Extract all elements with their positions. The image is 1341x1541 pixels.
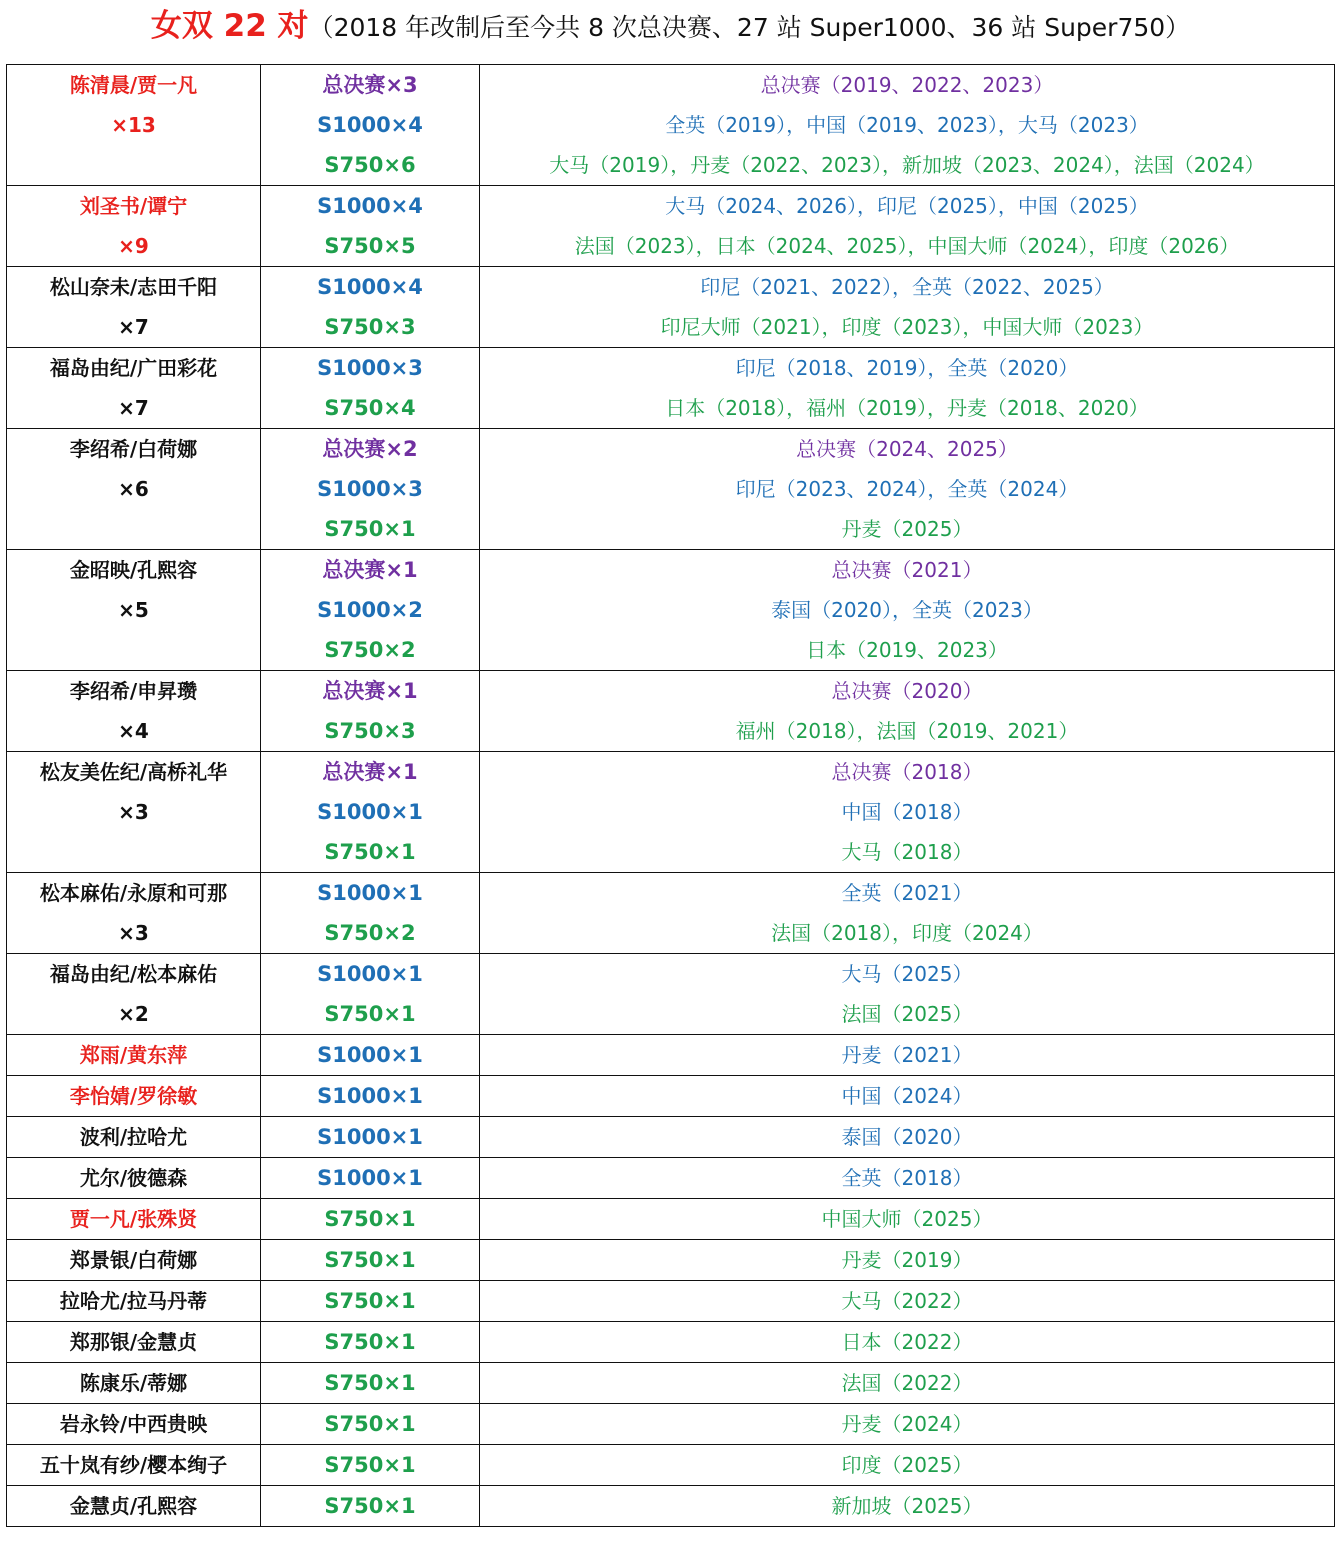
category-cell (261, 1281, 480, 1322)
page-title (0, 0, 1341, 58)
pair-cell (7, 1322, 261, 1363)
table-row (7, 1035, 1335, 1076)
category-count: S1000×3 (317, 477, 423, 501)
pair-cell (7, 550, 261, 671)
category-cell (261, 1240, 480, 1281)
pair-name: 岩永铃/中西贵映 (59, 1412, 208, 1436)
pair-total: ×7 (118, 396, 149, 420)
category-cell (261, 1117, 480, 1158)
pair-total: ×5 (118, 598, 149, 622)
events-cell (480, 1281, 1335, 1322)
table-row (7, 1404, 1335, 1445)
category-cell (261, 1486, 480, 1527)
events-cell (480, 267, 1335, 348)
category-count: S750×3 (324, 315, 416, 339)
events-cell (480, 429, 1335, 550)
category-count: S1000×1 (317, 1084, 423, 1108)
event-list: 法国（2023），日本（2024、2025），中国大师（2024），印度（2026） (574, 234, 1240, 258)
pair-name: 郑雨/黄东萍 (79, 1043, 188, 1067)
category-count: S750×1 (324, 1371, 416, 1395)
events-cell (480, 348, 1335, 429)
category-count: S750×2 (324, 638, 416, 662)
pair-name: 尤尔/彼德森 (79, 1166, 188, 1190)
category-count: 总决赛×1 (322, 558, 418, 582)
category-count: 总决赛×2 (322, 437, 418, 461)
category-count: S1000×3 (317, 356, 423, 380)
events-cell (480, 873, 1335, 954)
pair-total: ×3 (118, 800, 149, 824)
category-count: S1000×4 (317, 113, 423, 137)
pair-cell (7, 1076, 261, 1117)
empty-line (7, 832, 260, 872)
category-cell (261, 1404, 480, 1445)
empty-line (7, 630, 260, 670)
category-count: S1000×1 (317, 962, 423, 986)
events-cell (480, 1158, 1335, 1199)
pair-name: 金昭映/孔熙容 (69, 558, 198, 582)
event-list: 日本（2018），福州（2019），丹麦（2018、2020） (665, 396, 1149, 420)
event-list: 法国（2022） (841, 1371, 973, 1395)
championship-table (6, 64, 1335, 1527)
table-row (7, 671, 1335, 752)
table-row (7, 873, 1335, 954)
category-count: S750×1 (324, 1207, 416, 1231)
pair-cell (7, 873, 261, 954)
pair-cell (7, 267, 261, 348)
pair-name: 贾一凡/张殊贤 (69, 1207, 198, 1231)
event-list: 中国（2018） (841, 800, 973, 824)
events-cell (480, 1486, 1335, 1527)
category-count: S1000×1 (317, 800, 423, 824)
pair-total: ×13 (111, 113, 156, 137)
event-list: 日本（2019、2023） (806, 638, 1008, 662)
pair-name: 波利/拉哈尤 (79, 1125, 188, 1149)
event-list: 丹麦（2025） (841, 517, 973, 541)
pair-name: 李怡婧/罗徐敏 (69, 1084, 198, 1108)
event-list: 印尼（2018、2019），全英（2020） (735, 356, 1079, 380)
title-main: 女双 22 对 (150, 8, 309, 44)
category-count: S750×2 (324, 921, 416, 945)
category-count: S1000×2 (317, 598, 423, 622)
pair-cell (7, 186, 261, 267)
pair-name: 李绍希/申昇瓒 (69, 679, 198, 703)
category-count: S750×1 (324, 840, 416, 864)
event-list: 中国大师（2025） (821, 1207, 993, 1231)
category-cell (261, 1363, 480, 1404)
table-row (7, 954, 1335, 1035)
event-list: 福州（2018），法国（2019、2021） (735, 719, 1079, 743)
event-list: 泰国（2020） (841, 1125, 973, 1149)
pair-name: 福岛由纪/松本麻佑 (49, 962, 218, 986)
events-cell (480, 1445, 1335, 1486)
category-count: S750×1 (324, 1453, 416, 1477)
pair-cell (7, 1199, 261, 1240)
category-count: S750×1 (324, 1330, 416, 1354)
event-list: 印度（2025） (841, 1453, 973, 1477)
pair-total: ×4 (118, 719, 149, 743)
pair-cell (7, 1035, 261, 1076)
pair-name: 拉哈尤/拉马丹蒂 (59, 1289, 208, 1313)
events-cell (480, 671, 1335, 752)
table-row (7, 1240, 1335, 1281)
event-list: 总决赛（2021） (831, 558, 983, 582)
pair-cell (7, 429, 261, 550)
events-cell (480, 1404, 1335, 1445)
events-cell (480, 1076, 1335, 1117)
pair-cell (7, 65, 261, 186)
table-row (7, 267, 1335, 348)
pair-cell (7, 1486, 261, 1527)
table-row (7, 1076, 1335, 1117)
pair-name: 陈清晨/贾一凡 (69, 73, 198, 97)
pair-name: 松友美佐纪/高桥礼华 (39, 760, 228, 784)
pair-cell (7, 1281, 261, 1322)
pair-name: 郑那银/金慧贞 (69, 1330, 198, 1354)
category-count: S1000×1 (317, 1125, 423, 1149)
table-row (7, 1199, 1335, 1240)
pair-cell (7, 1240, 261, 1281)
category-cell (261, 348, 480, 429)
pair-total: ×9 (118, 234, 149, 258)
events-cell (480, 1199, 1335, 1240)
category-count: 总决赛×3 (322, 73, 418, 97)
event-list: 大马（2025） (841, 962, 973, 986)
category-count: S750×5 (324, 234, 416, 258)
event-list: 全英（2019），中国（2019、2023），大马（2023） (665, 113, 1149, 137)
table-row (7, 348, 1335, 429)
table-row (7, 65, 1335, 186)
category-cell (261, 1035, 480, 1076)
pair-name: 金慧贞/孔熙容 (69, 1494, 198, 1518)
category-cell (261, 186, 480, 267)
event-list: 全英（2018） (841, 1166, 973, 1190)
pair-name: 刘圣书/谭宁 (79, 194, 188, 218)
category-cell (261, 267, 480, 348)
event-list: 大马（2024、2026），印尼（2025），中国（2025） (665, 194, 1149, 218)
event-list: 泰国（2020），全英（2023） (771, 598, 1043, 622)
category-count: S1000×1 (317, 881, 423, 905)
pair-total: ×7 (118, 315, 149, 339)
table-row (7, 1117, 1335, 1158)
events-cell (480, 954, 1335, 1035)
pair-cell (7, 671, 261, 752)
event-list: 总决赛（2018） (831, 760, 983, 784)
events-cell (480, 186, 1335, 267)
table-row (7, 1158, 1335, 1199)
pair-cell (7, 1404, 261, 1445)
category-count: S1000×4 (317, 275, 423, 299)
pair-cell (7, 348, 261, 429)
event-list: 法国（2018），印度（2024） (771, 921, 1043, 945)
category-cell (261, 65, 480, 186)
pair-cell (7, 1445, 261, 1486)
table-row (7, 752, 1335, 873)
event-list: 日本（2022） (841, 1330, 973, 1354)
events-cell (480, 1117, 1335, 1158)
table-row (7, 1322, 1335, 1363)
event-list: 法国（2025） (841, 1002, 973, 1026)
pair-name: 松本麻佑/永原和可那 (39, 881, 228, 905)
category-cell (261, 1158, 480, 1199)
event-list: 丹麦（2019） (841, 1248, 973, 1272)
pair-total: ×3 (118, 921, 149, 945)
category-count: S750×6 (324, 153, 416, 177)
category-cell (261, 873, 480, 954)
category-cell (261, 1322, 480, 1363)
event-list: 中国（2024） (841, 1084, 973, 1108)
pair-name: 李绍希/白荷娜 (69, 437, 198, 461)
category-cell (261, 671, 480, 752)
pair-name: 郑景银/白荷娜 (69, 1248, 198, 1272)
category-count: 总决赛×1 (322, 679, 418, 703)
event-list: 大马（2019），丹麦（2022、2023），新加坡（2023、2024），法国（2024） (549, 153, 1265, 177)
event-list: 大马（2018） (841, 840, 973, 864)
pair-total: ×2 (118, 1002, 149, 1026)
pair-cell (7, 1363, 261, 1404)
category-count: S750×1 (324, 1289, 416, 1313)
pair-cell (7, 1158, 261, 1199)
pair-name: 福岛由纪/广田彩花 (49, 356, 218, 380)
category-cell (261, 954, 480, 1035)
table-row (7, 186, 1335, 267)
category-count: S1000×4 (317, 194, 423, 218)
category-count: S750×1 (324, 1002, 416, 1026)
events-cell (480, 1363, 1335, 1404)
category-count: S750×1 (324, 1412, 416, 1436)
event-list: 总决赛（2019、2022、2023） (760, 73, 1054, 97)
event-list: 丹麦（2024） (841, 1412, 973, 1436)
category-count: S750×4 (324, 396, 416, 420)
category-count: S750×1 (324, 1248, 416, 1272)
category-cell (261, 1076, 480, 1117)
event-list: 新加坡（2025） (831, 1494, 983, 1518)
empty-line (7, 145, 260, 185)
events-cell (480, 1322, 1335, 1363)
pair-total: ×6 (118, 477, 149, 501)
category-count: 总决赛×1 (322, 760, 418, 784)
category-cell (261, 752, 480, 873)
table-row (7, 1486, 1335, 1527)
pair-name: 陈康乐/蒂娜 (79, 1371, 188, 1395)
pair-name: 松山奈未/志田千阳 (49, 275, 218, 299)
event-list: 印尼（2023、2024），全英（2024） (735, 477, 1079, 501)
table-body (7, 65, 1335, 1527)
category-count: S750×1 (324, 517, 416, 541)
pair-cell (7, 954, 261, 1035)
table-row (7, 429, 1335, 550)
table-row (7, 1363, 1335, 1404)
events-cell (480, 1240, 1335, 1281)
event-list: 印尼大师（2021），印度（2023），中国大师（2023） (660, 315, 1154, 339)
pair-cell (7, 752, 261, 873)
category-cell (261, 429, 480, 550)
events-cell (480, 1035, 1335, 1076)
table-row (7, 1445, 1335, 1486)
event-list: 总决赛（2024、2025） (796, 437, 1018, 461)
category-count: S750×1 (324, 1494, 416, 1518)
category-cell (261, 1445, 480, 1486)
event-list: 丹麦（2021） (841, 1043, 973, 1067)
event-list: 印尼（2021、2022），全英（2022、2025） (700, 275, 1114, 299)
table-row (7, 1281, 1335, 1322)
events-cell (480, 752, 1335, 873)
category-cell (261, 1199, 480, 1240)
event-list: 总决赛（2020） (831, 679, 983, 703)
pair-cell (7, 1117, 261, 1158)
category-count: S1000×1 (317, 1043, 423, 1067)
pair-name: 五十岚有纱/樱本绚子 (39, 1453, 228, 1477)
category-cell (261, 550, 480, 671)
category-count: S1000×1 (317, 1166, 423, 1190)
category-count: S750×3 (324, 719, 416, 743)
title-subtitle: （2018 年改制后至今共 8 次总决赛、27 站 Super1000、36 站 Super750） (308, 13, 1191, 42)
event-list: 全英（2021） (841, 881, 973, 905)
table-row (7, 550, 1335, 671)
event-list: 大马（2022） (841, 1289, 973, 1313)
empty-line (7, 509, 260, 549)
events-cell (480, 550, 1335, 671)
events-cell (480, 65, 1335, 186)
